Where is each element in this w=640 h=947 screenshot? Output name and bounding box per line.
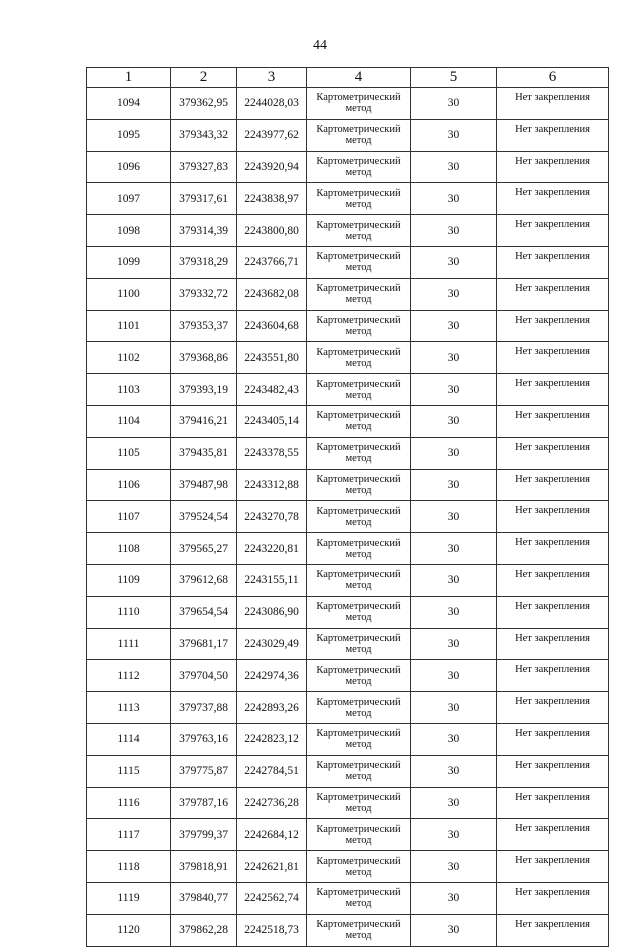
method-line-1: Картометрический [316,473,401,485]
method-line-2: метод [345,325,372,337]
method-line-2: метод [345,198,372,210]
x-coordinate-cell: 379787,16 [171,787,237,819]
table-row [87,819,609,851]
x-coordinate-cell: 379343,32 [171,119,237,151]
point-number-cell: 1106 [87,469,171,501]
method-line-2: метод [345,453,372,465]
method-cell [307,469,411,501]
point-number-cell: 1100 [87,278,171,310]
method-line-2: метод [345,802,372,814]
x-coordinate-cell: 379799,37 [171,819,237,851]
method-line-2: метод [345,580,372,592]
table-row [87,215,609,247]
fixation-cell: Нет закрепления [497,374,609,406]
y-coordinate-cell: 2243920,94 [237,151,307,183]
point-number-cell: 1111 [87,628,171,660]
accuracy-cell: 30 [411,692,497,724]
y-coordinate-cell: 2243977,62 [237,119,307,151]
method-line-1: Картометрический [316,696,401,708]
column-header: 4 [307,68,411,88]
fixation-cell: Нет закрепления [497,405,609,437]
method-line-1: Картометрический [316,251,401,263]
fixation-cell: Нет закрепления [497,119,609,151]
x-coordinate-cell: 379368,86 [171,342,237,374]
point-number-cell: 1115 [87,755,171,787]
table-row [87,628,609,660]
fixation-cell: Нет закрепления [497,628,609,660]
page-number: 44 [313,38,327,53]
table-row [87,851,609,883]
accuracy-cell: 30 [411,119,497,151]
point-number-cell: 1114 [87,723,171,755]
method-cell [307,183,411,215]
method-cell [307,596,411,628]
point-number-cell: 1110 [87,596,171,628]
fixation-cell: Нет закрепления [497,723,609,755]
method-line-2: метод [345,294,372,306]
fixation-cell: Нет закрепления [497,882,609,914]
method-cell [307,723,411,755]
method-line-2: метод [345,548,372,560]
x-coordinate-cell: 379487,98 [171,469,237,501]
method-cell [307,278,411,310]
method-cell [307,787,411,819]
method-line-1: Картометрический [316,887,401,899]
method-line-2: метод [345,707,372,719]
table-row [87,88,609,120]
column-header: 6 [497,68,609,88]
point-number-cell: 1118 [87,851,171,883]
method-line-1: Картометрический [316,569,401,581]
accuracy-cell: 30 [411,564,497,596]
accuracy-cell: 30 [411,342,497,374]
fixation-cell: Нет закрепления [497,278,609,310]
fixation-cell: Нет закрепления [497,437,609,469]
table-row [87,914,609,946]
method-line-2: метод [345,389,372,401]
y-coordinate-cell: 2242684,12 [237,819,307,851]
point-number-cell: 1098 [87,215,171,247]
fixation-cell: Нет закрепления [497,914,609,946]
method-line-1: Картометрический [316,728,401,740]
fixation-cell: Нет закрепления [497,596,609,628]
table-row [87,787,609,819]
x-coordinate-cell: 379317,61 [171,183,237,215]
method-cell [307,310,411,342]
y-coordinate-cell: 2242784,51 [237,755,307,787]
fixation-cell: Нет закрепления [497,501,609,533]
method-cell [307,374,411,406]
x-coordinate-cell: 379435,81 [171,437,237,469]
accuracy-cell: 30 [411,596,497,628]
method-cell [307,692,411,724]
method-line-1: Картометрический [316,92,401,104]
method-line-2: метод [345,357,372,369]
y-coordinate-cell: 2244028,03 [237,88,307,120]
method-cell [307,246,411,278]
table-row [87,882,609,914]
fixation-cell: Нет закрепления [497,851,609,883]
accuracy-cell: 30 [411,183,497,215]
method-line-1: Картометрический [316,855,401,867]
x-coordinate-cell: 379654,54 [171,596,237,628]
y-coordinate-cell: 2242562,74 [237,882,307,914]
method-line-2: метод [345,262,372,274]
x-coordinate-cell: 379318,29 [171,246,237,278]
table-row [87,183,609,215]
method-cell [307,882,411,914]
method-line-1: Картометрический [316,283,401,295]
accuracy-cell: 30 [411,723,497,755]
method-line-1: Картометрический [316,505,401,517]
x-coordinate-cell: 379737,88 [171,692,237,724]
method-line-1: Картометрический [316,187,401,199]
table-row [87,501,609,533]
table-row [87,405,609,437]
method-line-2: метод [345,612,372,624]
accuracy-cell: 30 [411,755,497,787]
table-row [87,564,609,596]
method-cell [307,88,411,120]
fixation-cell: Нет закрепления [497,819,609,851]
point-number-cell: 1101 [87,310,171,342]
accuracy-cell: 30 [411,278,497,310]
point-number-cell: 1113 [87,692,171,724]
table-row [87,469,609,501]
accuracy-cell: 30 [411,882,497,914]
x-coordinate-cell: 379353,37 [171,310,237,342]
y-coordinate-cell: 2243312,88 [237,469,307,501]
method-line-2: метод [345,230,372,242]
method-line-1: Картометрический [316,378,401,390]
x-coordinate-cell: 379524,54 [171,501,237,533]
fixation-cell: Нет закрепления [497,787,609,819]
point-number-cell: 1094 [87,88,171,120]
table-row [87,723,609,755]
y-coordinate-cell: 2242974,36 [237,660,307,692]
x-coordinate-cell: 379314,39 [171,215,237,247]
method-line-1: Картометрический [316,760,401,772]
fixation-cell: Нет закрепления [497,469,609,501]
method-line-1: Картометрический [316,155,401,167]
method-line-2: метод [345,484,372,496]
method-line-1: Картометрический [316,601,401,613]
table-row [87,246,609,278]
column-header: 2 [171,68,237,88]
x-coordinate-cell: 379775,87 [171,755,237,787]
point-number-cell: 1108 [87,533,171,565]
fixation-cell: Нет закрепления [497,755,609,787]
table-body [87,88,609,947]
y-coordinate-cell: 2242736,28 [237,787,307,819]
method-cell [307,628,411,660]
method-cell [307,564,411,596]
method-line-1: Картометрический [316,632,401,644]
point-number-cell: 1107 [87,501,171,533]
accuracy-cell: 30 [411,851,497,883]
y-coordinate-cell: 2243029,49 [237,628,307,660]
point-number-cell: 1119 [87,882,171,914]
table-row [87,151,609,183]
method-cell [307,533,411,565]
x-coordinate-cell: 379565,27 [171,533,237,565]
method-cell [307,755,411,787]
x-coordinate-cell: 379763,16 [171,723,237,755]
method-line-2: метод [345,834,372,846]
x-coordinate-cell: 379393,19 [171,374,237,406]
method-line-1: Картометрический [316,346,401,358]
x-coordinate-cell: 379416,21 [171,405,237,437]
coordinates-table [86,67,609,947]
method-line-2: метод [345,166,372,178]
method-cell [307,215,411,247]
accuracy-cell: 30 [411,246,497,278]
point-number-cell: 1095 [87,119,171,151]
y-coordinate-cell: 2243766,71 [237,246,307,278]
y-coordinate-cell: 2242518,73 [237,914,307,946]
x-coordinate-cell: 379818,91 [171,851,237,883]
accuracy-cell: 30 [411,914,497,946]
table-row [87,692,609,724]
accuracy-cell: 30 [411,787,497,819]
fixation-cell: Нет закрепления [497,564,609,596]
method-cell [307,660,411,692]
point-number-cell: 1105 [87,437,171,469]
accuracy-cell: 30 [411,501,497,533]
x-coordinate-cell: 379612,68 [171,564,237,596]
y-coordinate-cell: 2243378,55 [237,437,307,469]
y-coordinate-cell: 2242893,26 [237,692,307,724]
method-cell [307,405,411,437]
point-number-cell: 1096 [87,151,171,183]
fixation-cell: Нет закрепления [497,215,609,247]
point-number-cell: 1109 [87,564,171,596]
y-coordinate-cell: 2243800,80 [237,215,307,247]
accuracy-cell: 30 [411,405,497,437]
point-number-cell: 1120 [87,914,171,946]
method-line-2: метод [345,643,372,655]
y-coordinate-cell: 2243086,90 [237,596,307,628]
accuracy-cell: 30 [411,533,497,565]
table-row [87,755,609,787]
table-row [87,533,609,565]
method-line-2: метод [345,675,372,687]
table-row [87,342,609,374]
fixation-cell: Нет закрепления [497,692,609,724]
y-coordinate-cell: 2243838,97 [237,183,307,215]
fixation-cell: Нет закрепления [497,151,609,183]
y-coordinate-cell: 2243604,68 [237,310,307,342]
table-row [87,374,609,406]
table-row [87,596,609,628]
method-cell [307,851,411,883]
method-cell [307,151,411,183]
method-line-1: Картометрический [316,314,401,326]
x-coordinate-cell: 379840,77 [171,882,237,914]
y-coordinate-cell: 2243405,14 [237,405,307,437]
table-row [87,119,609,151]
method-line-1: Картометрический [316,919,401,931]
y-coordinate-cell: 2242621,81 [237,851,307,883]
method-cell [307,437,411,469]
accuracy-cell: 30 [411,88,497,120]
method-cell [307,819,411,851]
table-header-row [87,68,609,88]
point-number-cell: 1112 [87,660,171,692]
accuracy-cell: 30 [411,151,497,183]
accuracy-cell: 30 [411,660,497,692]
point-number-cell: 1103 [87,374,171,406]
fixation-cell: Нет закрепления [497,246,609,278]
y-coordinate-cell: 2242823,12 [237,723,307,755]
table-row [87,278,609,310]
point-number-cell: 1099 [87,246,171,278]
column-header: 5 [411,68,497,88]
point-number-cell: 1104 [87,405,171,437]
method-line-1: Картометрический [316,410,401,422]
x-coordinate-cell: 379681,17 [171,628,237,660]
method-line-2: метод [345,866,372,878]
point-number-cell: 1097 [87,183,171,215]
column-header: 1 [87,68,171,88]
y-coordinate-cell: 2243682,08 [237,278,307,310]
accuracy-cell: 30 [411,628,497,660]
method-line-2: метод [345,516,372,528]
method-cell [307,501,411,533]
accuracy-cell: 30 [411,469,497,501]
fixation-cell: Нет закрепления [497,183,609,215]
method-cell [307,914,411,946]
method-line-1: Картометрический [316,219,401,231]
x-coordinate-cell: 379327,83 [171,151,237,183]
x-coordinate-cell: 379362,95 [171,88,237,120]
y-coordinate-cell: 2243482,43 [237,374,307,406]
y-coordinate-cell: 2243551,80 [237,342,307,374]
method-line-2: метод [345,771,372,783]
point-number-cell: 1116 [87,787,171,819]
method-line-1: Картометрический [316,442,401,454]
fixation-cell: Нет закрепления [497,88,609,120]
column-header: 3 [237,68,307,88]
method-line-1: Картометрический [316,664,401,676]
method-line-2: метод [345,739,372,751]
method-line-2: метод [345,103,372,115]
fixation-cell: Нет закрепления [497,342,609,374]
method-line-1: Картометрический [316,537,401,549]
point-number-cell: 1102 [87,342,171,374]
fixation-cell: Нет закрепления [497,533,609,565]
method-line-2: метод [345,421,372,433]
accuracy-cell: 30 [411,437,497,469]
table-row [87,660,609,692]
method-line-2: метод [345,930,372,942]
fixation-cell: Нет закрепления [497,660,609,692]
y-coordinate-cell: 2243270,78 [237,501,307,533]
method-line-2: метод [345,898,372,910]
method-line-2: метод [345,135,372,147]
x-coordinate-cell: 379704,50 [171,660,237,692]
table-row [87,437,609,469]
method-line-1: Картометрический [316,791,401,803]
accuracy-cell: 30 [411,819,497,851]
accuracy-cell: 30 [411,215,497,247]
method-line-1: Картометрический [316,823,401,835]
y-coordinate-cell: 2243155,11 [237,564,307,596]
accuracy-cell: 30 [411,310,497,342]
point-number-cell: 1117 [87,819,171,851]
y-coordinate-cell: 2243220,81 [237,533,307,565]
x-coordinate-cell: 379862,28 [171,914,237,946]
method-cell [307,342,411,374]
method-cell [307,119,411,151]
x-coordinate-cell: 379332,72 [171,278,237,310]
table-row [87,310,609,342]
method-line-1: Картометрический [316,124,401,136]
fixation-cell: Нет закрепления [497,310,609,342]
accuracy-cell: 30 [411,374,497,406]
